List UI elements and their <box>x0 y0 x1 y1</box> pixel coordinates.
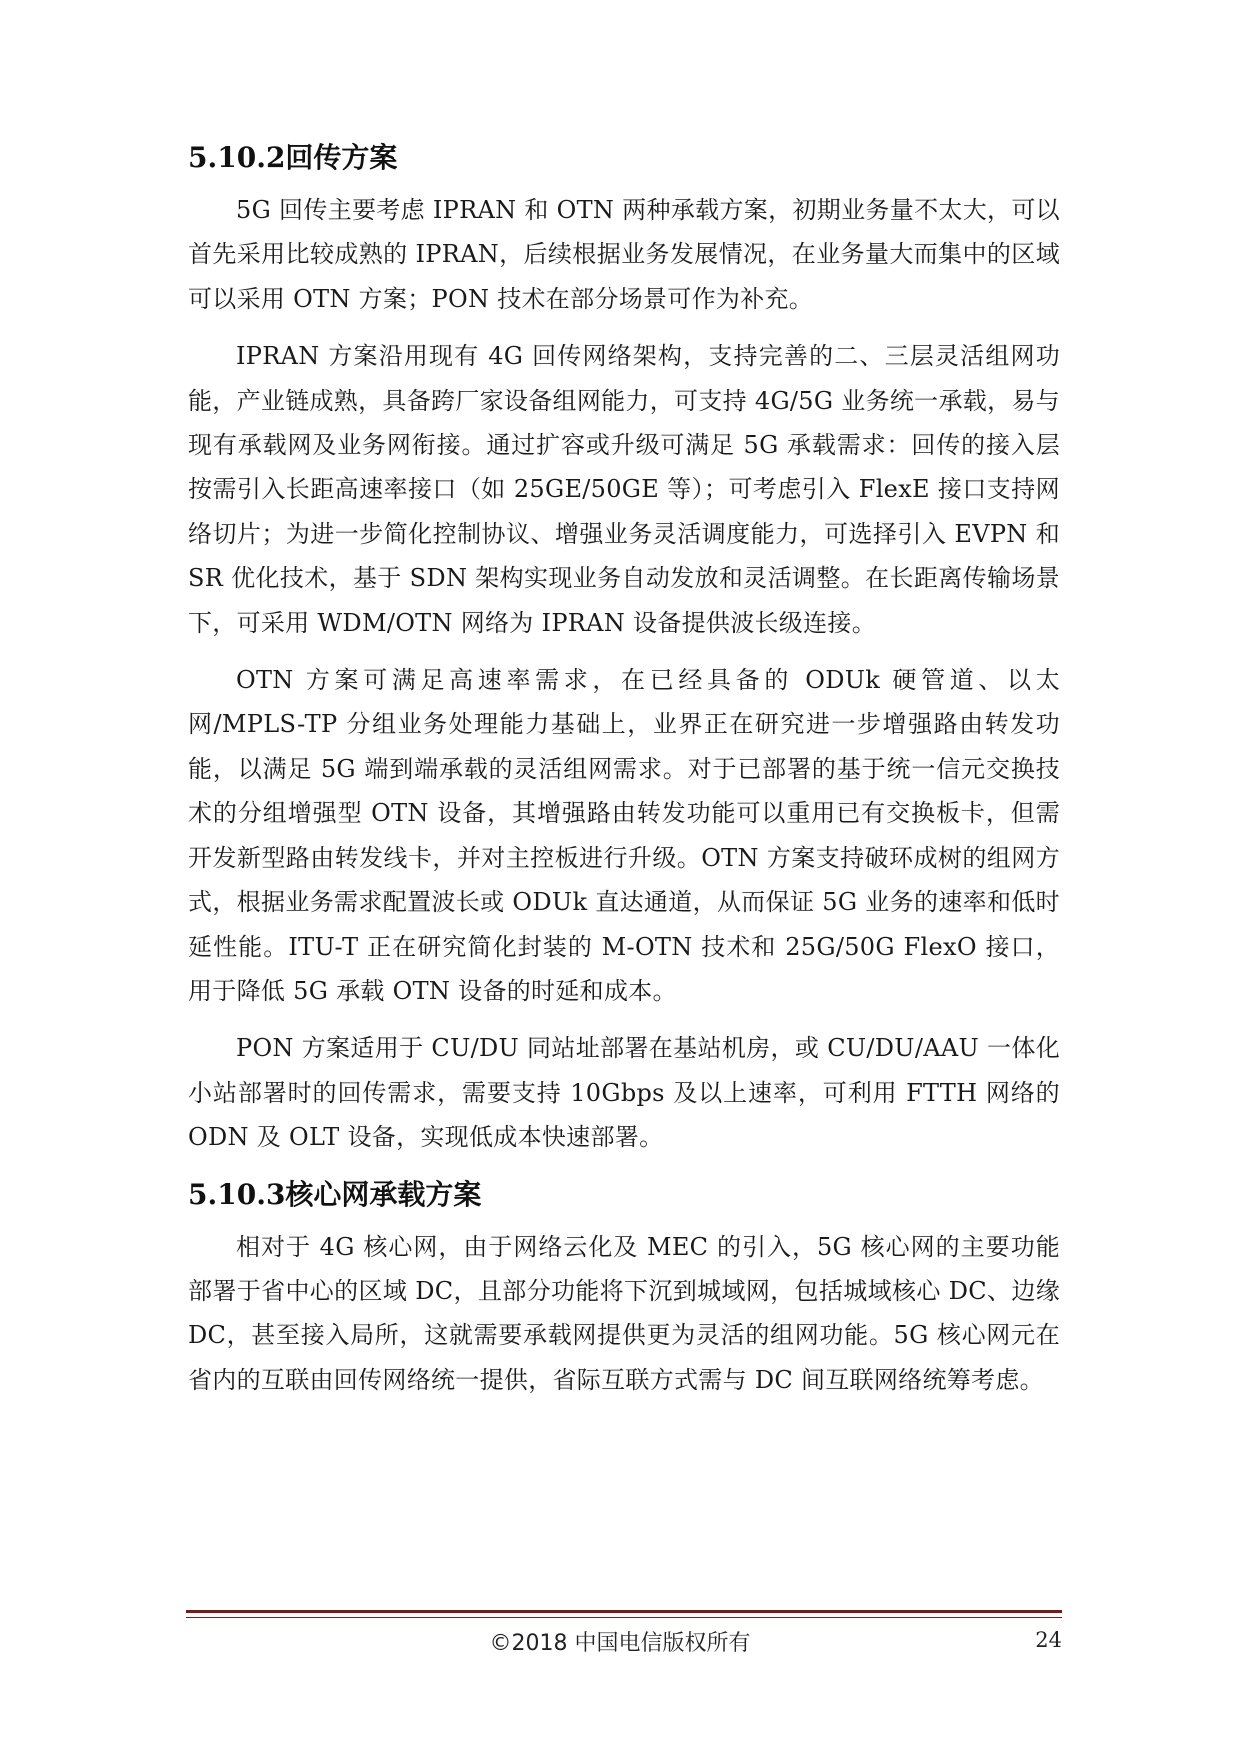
paragraph-backhaul-overview: 5G 回传主要考虑 IPRAN 和 OTN 两种承载方案，初期业务量不太大，可以首先采用比较成熟的 IPRAN，后续根据业务发展情况，在业务量大而集中的区域可以采用 OTN 方案；PON 技术在部分场景可作为补充。 <box>188 196 1060 313</box>
paragraph-pon: PON 方案适用于 CU/DU 同站址部署在基站机房，或 CU/DU/AAU 一体化小站部署时的回传需求，需要支持 10Gbps 及以上速率，可利用 FTTH 网络的 ODN 及 OLT 设备，实现低成本快速部署。 <box>188 1034 1060 1152</box>
section-heading-core-network: 5.10.3核心网承载方案 <box>188 1177 482 1211</box>
footer-divider <box>186 1610 1062 1618</box>
paragraph-core-network: 相对于 4G 核心网，由于网络云化及 MEC 的引入，5G 核心网的主要功能部署于省中心的区域 DC，且部分功能将下沉到城域网，包括城域核心 DC、边缘 DC，甚至接入局所，这就需要承载网提供更为灵活的组网功能。5G 核心网元在省内的互联由回传网络统一提供，省际互联方式需与 DC 间互联网络统筹考虑。 <box>188 1232 1060 1394</box>
section-heading-backhaul: 5.10.2回传方案 <box>188 141 398 174</box>
footer-copyright: ©2018 中国电信版权所有 <box>489 1631 751 1656</box>
page-number: 24 <box>1035 1628 1062 1652</box>
document-body <box>188 136 1060 1415</box>
paragraph-otn: OTN 方案可满足高速率需求，在已经具备的 ODUk 硬管道、以太网/MPLS-TP 分组业务处理能力基础上，业界正在研究进一步增强路由转发功能，以满足 5G 端到端承载的灵活组网需求。对于已部署的基于统一信元交换技术的分组增强型 OTN 设备，其增强路由转发功能可以重用已有交换板卡，但需开发新型路由转发线卡，并对主控板进行升级。OTN 方案支持破环成树的组网方式，根据业务需求配置波长或 ODUk 直达通道，从而保证 5G 业务的速率和低时延性能。ITU-T 正在研究简化封装的 M-OTN 技术和 25G/50G FlexO 接口，用于降低 5G 承载 OTN 设备的时延和成本。 <box>188 666 1060 1005</box>
paragraph-ipran: IPRAN 方案沿用现有 4G 回传网络架构，支持完善的二、三层灵活组网功能，产业链成熟，具备跨厂家设备组网能力，可支持 4G/5G 业务统一承载，易与现有承载网及业务网衔接。通过扩容或升级可满足 5G 承载需求：回传的接入层按需引入长距高速率接口（如 25GE/50GE 等）；可考虑引入 FlexE 接口支持网络切片；为进一步简化控制协议、增强业务灵活调度能力，可选择引入 EVPN 和 SR 优化技术，基于 SDN 架构实现业务自动发放和灵活调整。在长距离传输场景下，可采用 WDM/OTN 网络为 IPRAN 设备提供波长级连接。 <box>188 342 1060 637</box>
